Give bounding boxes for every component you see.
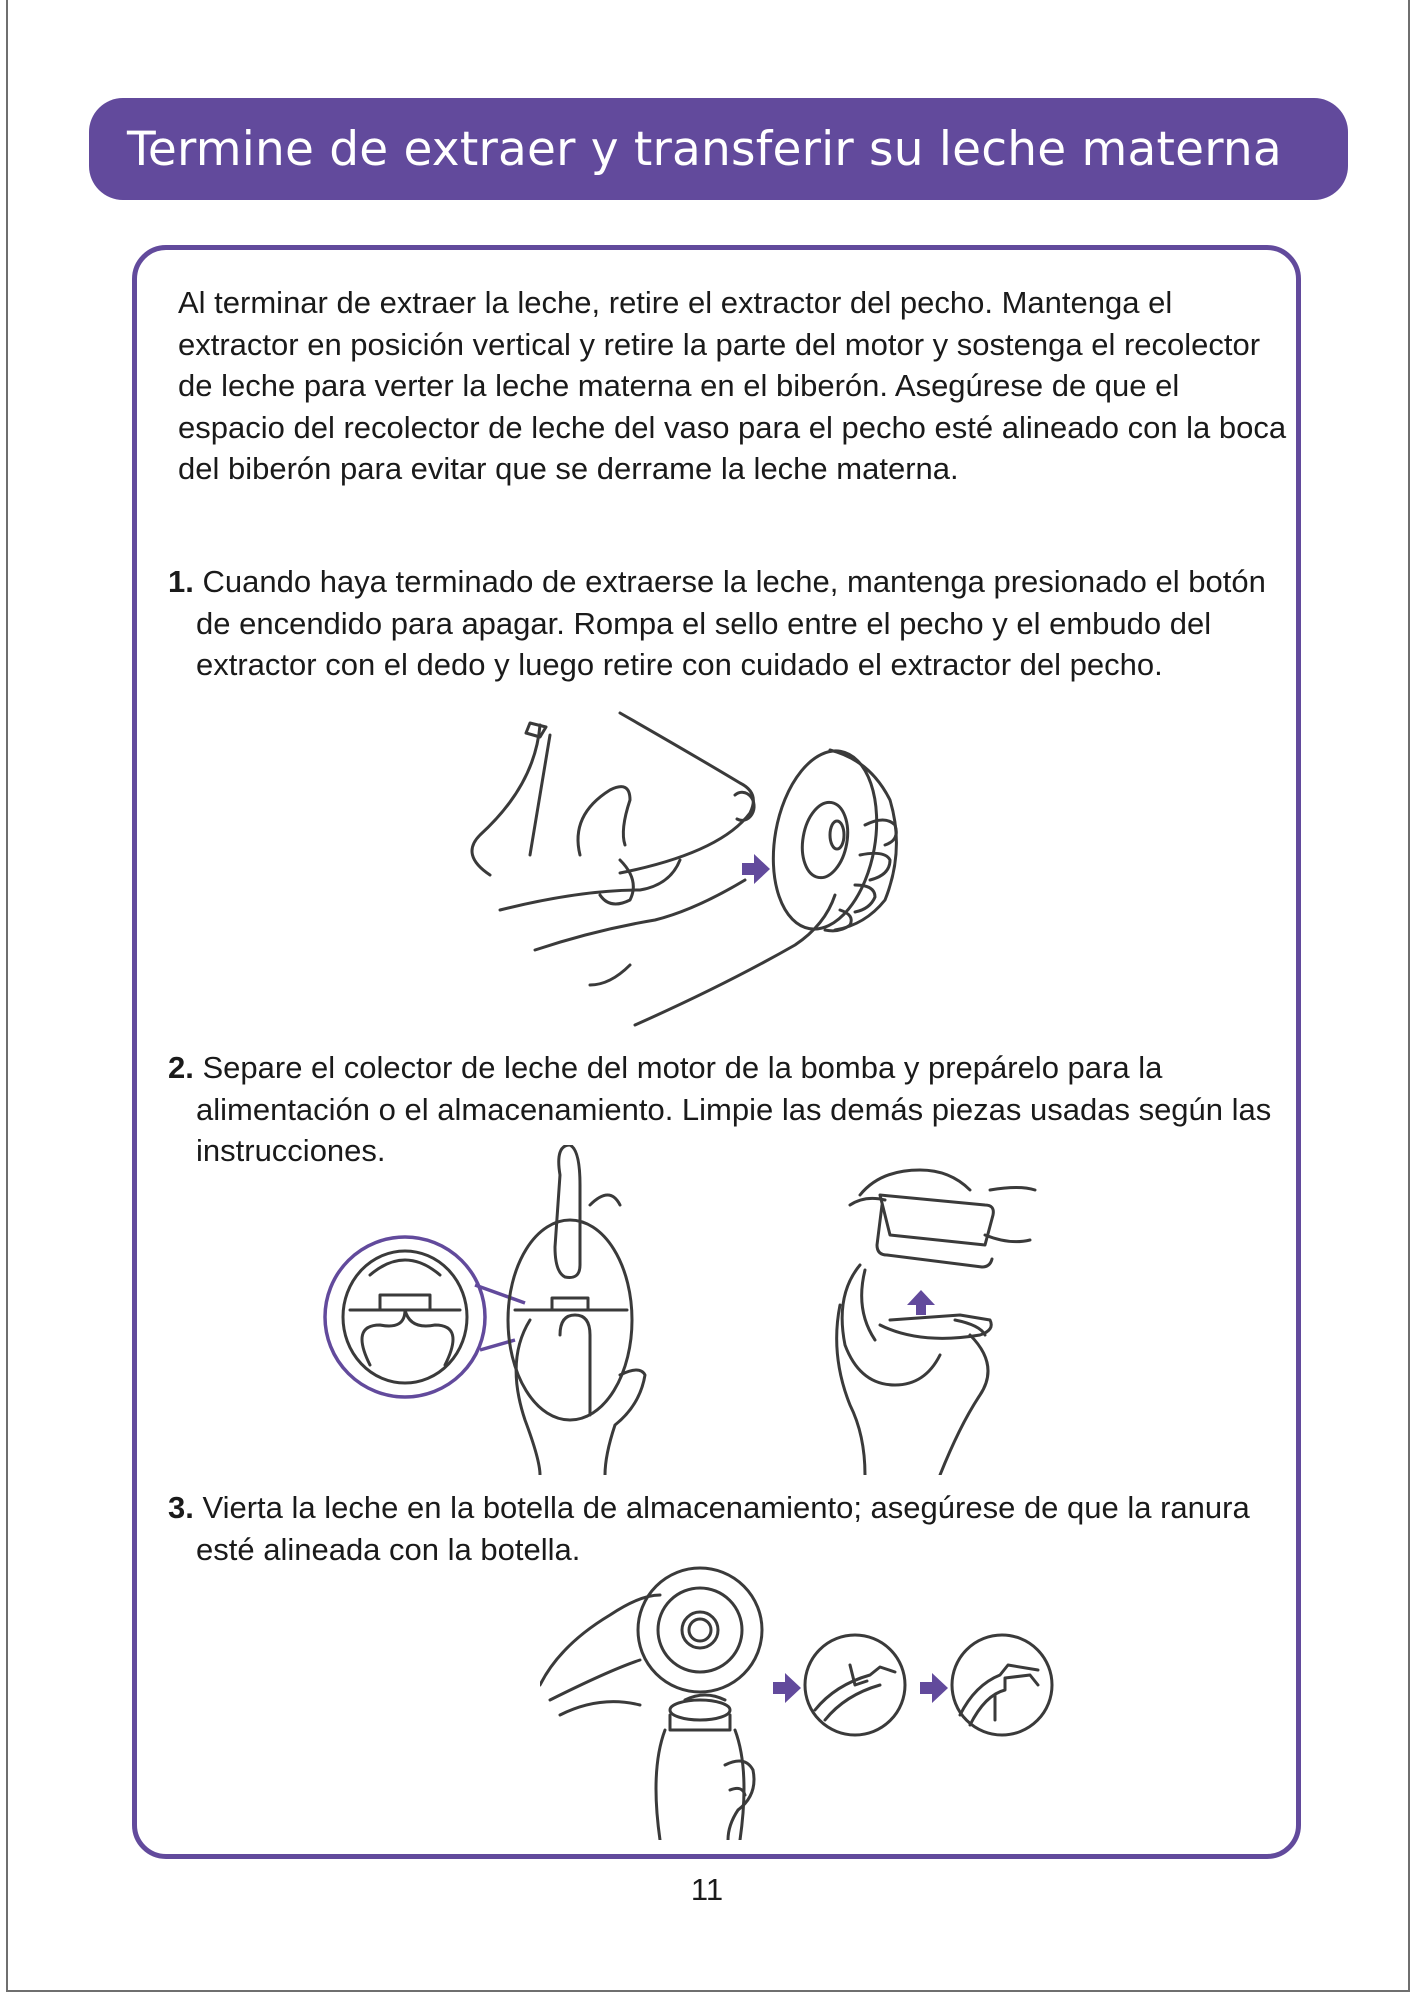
step-1 [168,561,1288,686]
title-banner [89,98,1348,200]
lift-lid-illustration [820,1165,1040,1475]
step-text: Cuando haya terminado de extraerse la leche, mantenga presionado el botón de encendido para apagar. Rompa el sello entre el pecho y el embudo del extractor con el dedo y luego retire con cuidado el extractor del pecho. [196,564,1266,682]
step-number: 2. [168,1050,194,1085]
separate-collector-illustration [320,1145,650,1475]
remove-pump-illustration [470,705,930,1030]
page-title: Termine de extraer y transferir su leche materna [127,121,1282,177]
step-text: Vierta la leche en la botella de almacenamiento; asegúrese de que la ranura esté alineada con la botella. [196,1490,1250,1567]
page-number: 11 [690,1872,724,1907]
intro-paragraph: Al terminar de extraer la leche, retire el extractor del pecho. Mantenga el extractor en posición vertical y retire la parte del motor y sostenga el recolector de leche para verter la leche materna en el biberón. Asegúrese de que el espacio del recolector de leche del vaso para el pecho esté alineado con la boca del biberón para evitar que se derrame la leche materna. [178,285,1287,486]
step-number: 3. [168,1490,194,1525]
step-text: Separe el colector de leche del motor de la bomba y prepárelo para la alimentación o el almacenamiento. Limpie las demás piezas usadas según las instrucciones. [196,1050,1272,1168]
pour-milk-illustration [540,1565,1060,1840]
step-number: 1. [168,564,194,599]
step-3 [168,1487,1288,1570]
